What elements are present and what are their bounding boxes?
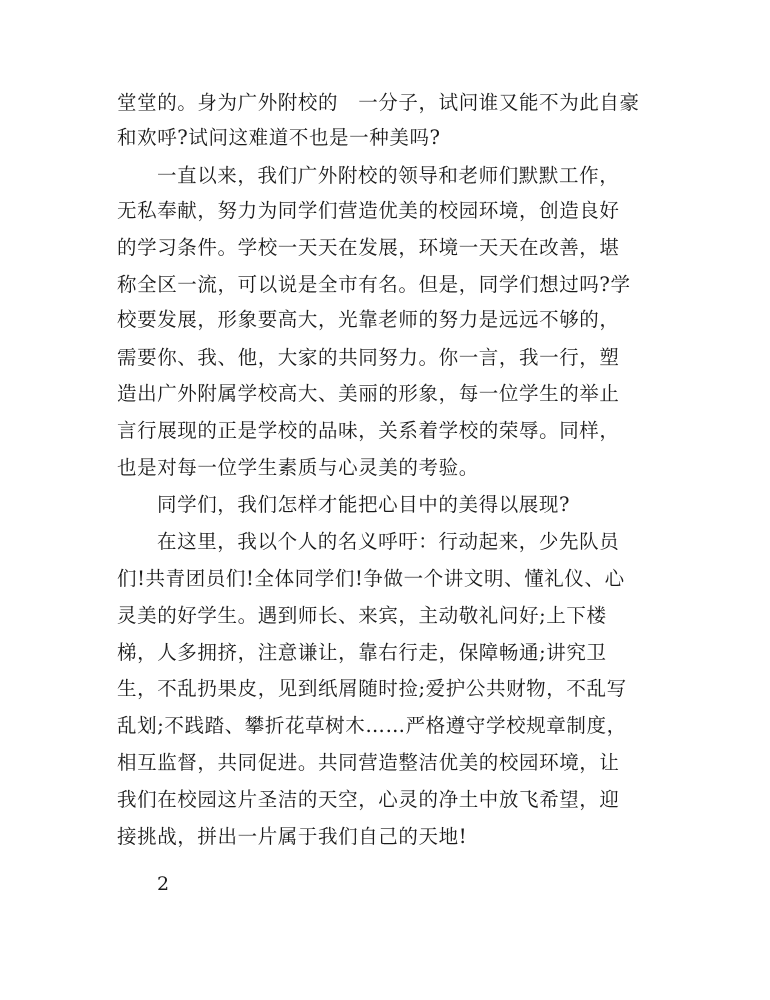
text-line: 接挑战，拼出一片属于我们自己的天地! <box>117 825 468 848</box>
text-line: 无私奉献，努力为同学们营造优美的校园环境，创造良好 <box>117 199 620 222</box>
text-line: 乱划;不践踏、攀折花草树木……严格遵守学校规章制度， <box>117 714 627 737</box>
text-line: 我们在校园这片圣洁的天空，心灵的净土中放飞希望，迎 <box>117 788 620 811</box>
text-line: 也是对每一位学生素质与心灵美的考验。 <box>117 456 479 479</box>
text-line: 造出广外附属学校高大、美丽的形象，每一位学生的举止 <box>117 382 620 405</box>
text-line: 校要发展，形象要高大，光靠老师的努力是远远不够的， <box>117 308 620 331</box>
text-line: 堂堂的。身为广外附校的 一分子，试问谁又能不为此自豪 <box>117 91 640 114</box>
text-line: 一直以来，我们广外附校的领导和老师们默默工作， <box>157 164 620 187</box>
text-line: 同学们，我们怎样才能把心目中的美得以展现? <box>157 493 571 516</box>
page-number: 2 <box>157 873 170 895</box>
text-line: 们!共青团员们!全体同学们!争做一个讲文明、懂礼仪、心 <box>117 567 625 590</box>
text-line: 在这里，我以个人的名义呼吁：行动起来，少先队员 <box>157 530 620 553</box>
text-line: 梯，人多拥挤，注意谦让，靠右行走，保障畅通;讲究卫 <box>117 641 607 664</box>
text-line: 灵美的好学生。遇到师长、来宾，主动敬礼问好;上下楼 <box>117 604 607 627</box>
text-line: 言行展现的正是学校的品味，关系着学校的荣辱。同样， <box>117 419 620 442</box>
text-line: 需要你、我、他，大家的共同努力。你一言，我一行，塑 <box>117 346 620 369</box>
text-line: 的学习条件。学校一天天在发展，环境一天天在改善，堪 <box>117 236 620 259</box>
text-line: 称全区一流，可以说是全市有名。但是，同学们想过吗?学 <box>117 273 631 296</box>
text-line: 和欢呼?试问这难道不也是一种美吗? <box>117 126 441 149</box>
text-line: 相互监督，共同促进。共同营造整洁优美的校园环境，让 <box>117 751 620 774</box>
text-line: 生，不乱扔果皮，见到纸屑随时捡;爱护公共财物，不乱写 <box>117 677 627 700</box>
